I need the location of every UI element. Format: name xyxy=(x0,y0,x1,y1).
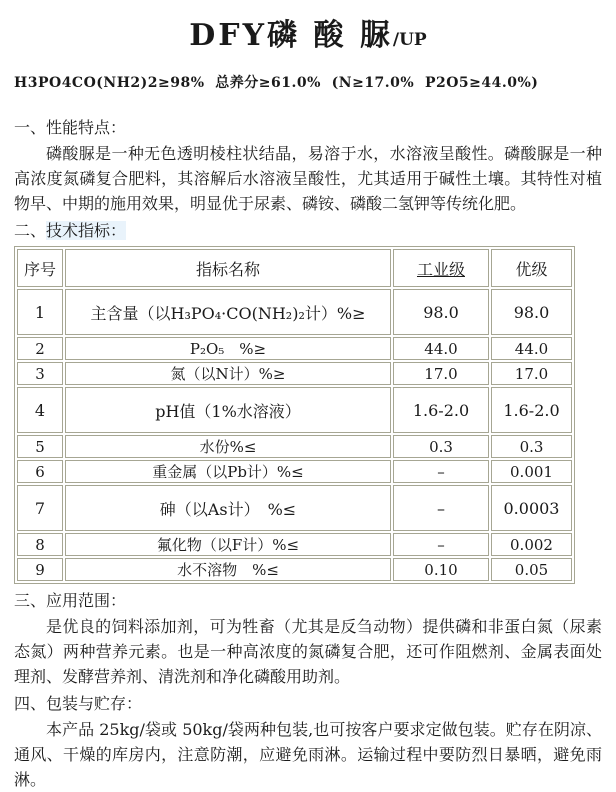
table-row xyxy=(17,362,572,385)
cell-industrial: 0.3 xyxy=(393,435,489,458)
performance-text: 磷酸脲是一种无色透明棱柱状结晶，易溶于水，水溶液呈酸性。磷酸脲是一种高浓度氮磷复合肥料，其溶解后水溶液呈酸性，尤其适用于碱性土壤。其特性对植物早、中期的施用效果，明显优于尿素、磷铵、磷酸二氢钾等传统化肥。 xyxy=(14,144,602,213)
table-header-row xyxy=(17,249,572,287)
header-indicator-name: 指标名称 xyxy=(65,249,391,287)
cell-no: 6 xyxy=(17,460,63,483)
cell-no: 9 xyxy=(17,558,63,581)
page-title xyxy=(14,10,602,54)
table-row xyxy=(17,387,572,433)
cell-premium: 0.001 xyxy=(491,460,572,483)
packaging-text: 本产品 25kg/袋或 50kg/袋两种包装,也可按客户要求定做包装。贮存在阴凉、通风、干燥的库房内，注意防潮，应避免雨淋。运输过程中要防烈日暴晒，避免雨淋。 xyxy=(14,720,602,789)
cell-no: 8 xyxy=(17,533,63,556)
cell-no: 5 xyxy=(17,435,63,458)
cell-premium: 17.0 xyxy=(491,362,572,385)
industrial-grade-link[interactable]: 工业级 xyxy=(416,259,465,279)
cell-industrial: 0.10 xyxy=(393,558,489,581)
table-row xyxy=(17,460,572,483)
formula-line: H3PO4CO(NH2)2≥98% 总养分≥61.0% (N≥17.0% P2O5≥44.0%) xyxy=(14,75,539,91)
cell-premium: 98.0 xyxy=(491,289,572,335)
cell-industrial: – xyxy=(393,460,489,483)
cell-premium: 44.0 xyxy=(491,337,572,360)
section-heading-indicators xyxy=(14,219,602,243)
header-premium-grade: 优级 xyxy=(491,249,572,287)
indicators-heading-prefix: 二、 xyxy=(14,221,47,240)
cell-industrial: 98.0 xyxy=(393,289,489,335)
table-row xyxy=(17,289,572,335)
cell-premium: 0.05 xyxy=(491,558,572,581)
table-row xyxy=(17,533,572,556)
cell-no: 3 xyxy=(17,362,63,385)
section-heading-performance: 一、性能特点： xyxy=(14,118,127,137)
header-industrial-grade[interactable] xyxy=(393,249,489,287)
cell-name: 重金属（以Pb计）%≤ xyxy=(65,460,391,483)
section-heading-application: 三、应用范围： xyxy=(14,591,127,610)
cell-name: 主含量（以H₃PO₄·CO(NH₂)₂计）%≥ xyxy=(65,289,391,335)
cell-name: P₂O₅ %≥ xyxy=(65,337,391,360)
table-row xyxy=(17,558,572,581)
table-row xyxy=(17,435,572,458)
cell-name: pH值（1%水溶液） xyxy=(65,387,391,433)
cell-premium: 1.6-2.0 xyxy=(491,387,572,433)
cell-name: 砷（以As计） %≤ xyxy=(65,485,391,531)
section-heading-packaging: 四、包装与贮存： xyxy=(14,694,143,713)
cell-industrial: – xyxy=(393,485,489,531)
cell-name: 水份%≤ xyxy=(65,435,391,458)
indicators-heading-highlight: 技术指标： xyxy=(46,221,127,240)
cell-premium: 0.002 xyxy=(491,533,572,556)
cell-industrial: 44.0 xyxy=(393,337,489,360)
cell-industrial: 1.6-2.0 xyxy=(393,387,489,433)
page-title-main: DFY磷 酸 脲 xyxy=(189,18,393,53)
page-title-suffix: /UP xyxy=(392,30,427,50)
cell-premium: 0.3 xyxy=(491,435,572,458)
header-no: 序号 xyxy=(17,249,63,287)
cell-name: 水不溶物 %≤ xyxy=(65,558,391,581)
cell-industrial: 17.0 xyxy=(393,362,489,385)
cell-no: 7 xyxy=(17,485,63,531)
application-text: 是优良的饲料添加剂，可为牲畜（尤其是反刍动物）提供磷和非蛋白氮（尿素态氮）两种营养元素。也是一种高浓度的氮磷复合肥，还可作阻燃剂、金属表面处理剂、发酵营养剂、清洗剂和净化磷酸用助剂。 xyxy=(14,617,602,686)
cell-no: 1 xyxy=(17,289,63,335)
cell-no: 4 xyxy=(17,387,63,433)
cell-industrial: – xyxy=(393,533,489,556)
table-row xyxy=(17,485,572,531)
cell-no: 2 xyxy=(17,337,63,360)
spec-table xyxy=(14,246,575,584)
table-row xyxy=(17,337,572,360)
cell-premium: 0.0003 xyxy=(491,485,572,531)
cell-name: 氮（以N计）%≥ xyxy=(65,362,391,385)
cell-name: 氟化物（以F计）%≤ xyxy=(65,533,391,556)
